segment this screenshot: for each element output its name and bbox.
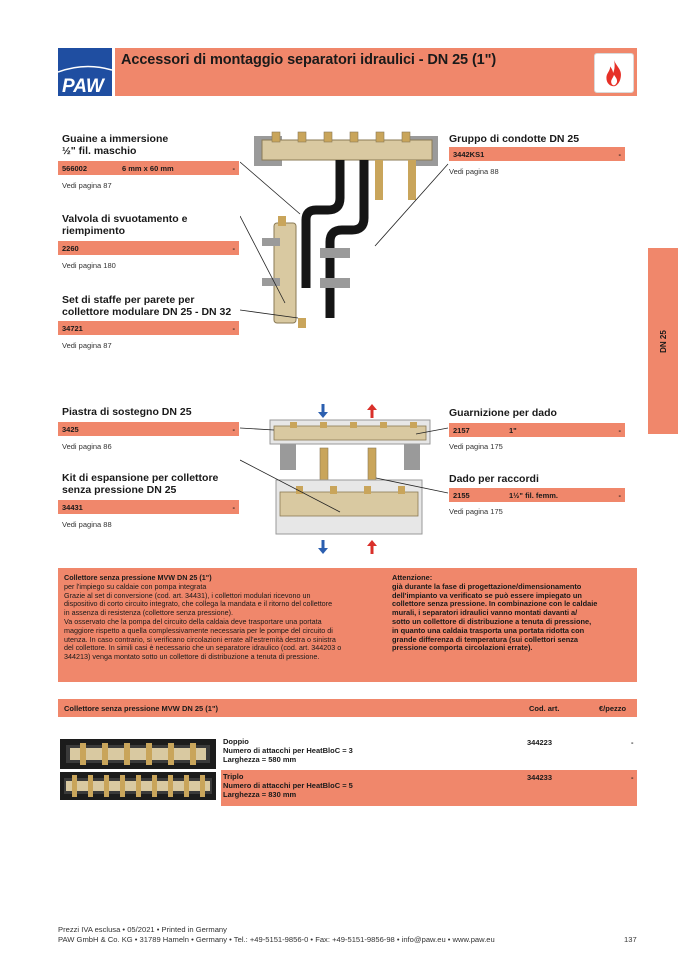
manifold-pipe-assembly-image [240,128,450,338]
article-price: - [232,243,235,253]
article-desc: 1½" fil. femm. [509,490,558,500]
article-desc: 1" [509,425,517,435]
row-name: Doppio [223,737,249,746]
article-code: 34431 [62,502,83,512]
article-code: 2155 [453,490,470,500]
acc-title: Kit di espansione per collettore senza pressione DN 25 [62,472,219,496]
article-desc: 6 mm x 60 mm [122,163,174,173]
code-bar [58,422,239,436]
table-row [221,770,637,806]
row-code: 344233 [527,773,553,782]
article-price: - [618,149,621,159]
footer-line-2: PAW GmbH & Co. KG • 31789 Hameln • Germany • Tel.: +49-5151-9856-0 • Fax: +49-5151-9856-98 • info@paw.eu • www.paw.eu [58,935,495,944]
acc-title: Set di staffe per parete per collettore modulare DN 25 - DN 32 [62,294,232,318]
column-code: Cod. art. [529,704,560,713]
article-code: 34721 [62,323,83,333]
table-title: Collettore senza pressione MVW DN 25 (1") [64,704,219,713]
row-width: Larghezza = 830 mm [223,789,297,799]
article-price: - [618,425,621,435]
acc-title: Piastra di sostegno DN 25 [62,406,192,418]
acc-title: Guaine a immersione ½" fil. maschio [62,133,169,157]
footer-line-1: Prezzi IVA esclusa • 05/2021 • Printed in Germany [58,925,227,934]
article-price: - [232,163,235,173]
article-code: 2260 [62,243,79,253]
table-row [221,735,637,769]
code-bar [58,500,239,514]
info-warning: Attenzione: già durante la fase di progettazione/dimensionamento dell'impianto va verificato se può essere impiegato un collettore senza pressione. In combinazione con le caldaie murali, i separatori idraulici vanno montati davanti a/ sotto un collettore di distribuzione a tenuta di pressione, in quanto una caldaia trasporta una portata ridotta con grande differenza di temperatura (sui collettori senza pressione comporta circolazioni errate). [392,573,598,653]
see-page-link[interactable]: Vedi pagina 175 [449,507,503,516]
info-description: Collettore senza pressione MVW DN 25 (1") per l'impiego su caldaie con pompa integrata Grazie al set di conversione (cod. art. 34431), i collettori modulari ricevono un dispositivo di corto circuito integrato, che collega la mandata e il ritorno del collettore in assenza di resistenza (collettore senza pressione). Va osservato che la pompa del circuito della caldaia deve trasportare una portata maggiore rispetto a quella complessivamente necessaria per le pompe del circuito di utenza. In caso contrario, si verificano circolazioni errate all'estremità destra o sinistra del collettore. In simili casi è necessario che un separatore idraulico (cod. art. 344203 o 344213) venga montato sotto un collettore di distribuzione a tenuta di pressione. [64,573,342,662]
see-page-link[interactable]: Vedi pagina 88 [62,520,112,529]
row-connections: Numero di attacchi per HeatBloC = 3 [223,745,353,755]
article-price: - [232,323,235,333]
product-image-triplo [60,772,216,800]
article-code: 2157 [453,425,470,435]
side-tab-label: DN 25 [658,329,668,353]
flame-icon [594,53,634,93]
paw-logo [58,48,112,96]
acc-title: Guarnizione per dado [449,407,557,419]
see-page-link[interactable]: Vedi pagina 180 [62,261,116,270]
acc-title: Gruppo di condotte DN 25 [449,133,580,145]
article-price: - [618,490,621,500]
row-connections: Numero di attacchi per HeatBloC = 5 [223,780,353,790]
code-bar [449,488,625,502]
page-number: 137 [624,935,637,944]
see-page-link[interactable]: Vedi pagina 87 [62,181,112,190]
footer [58,925,495,945]
table-header [58,699,637,717]
acc-title: Dado per raccordi [449,473,539,485]
article-price: - [232,502,235,512]
article-code: 3425 [62,424,79,434]
article-price: - [232,424,235,434]
see-page-link[interactable]: Vedi pagina 175 [449,442,503,451]
code-bar [449,423,625,437]
code-bar [58,321,239,335]
row-width: Larghezza = 580 mm [223,754,297,764]
page-title: Accessori di montaggio separatori idraulici - DN 25 (1") [121,52,497,68]
logo-text: PAW [62,76,104,96]
row-price: - [631,738,634,747]
see-page-link[interactable]: Vedi pagina 86 [62,442,112,451]
see-page-link[interactable]: Vedi pagina 88 [449,167,499,176]
see-page-link[interactable]: Vedi pagina 87 [62,341,112,350]
code-bar [58,241,239,255]
code-bar [449,147,625,161]
code-bar [58,161,239,175]
row-price: - [631,773,634,782]
article-code: 3442KS1 [453,149,485,159]
row-code: 344223 [527,738,553,747]
column-price: €/pezzo [599,704,627,713]
product-image-doppio [60,739,216,769]
acc-title: Valvola di svuotamento e riempimento [62,213,188,237]
article-code: 566002 [62,163,88,173]
row-name: Triplo [223,772,244,781]
pressureless-manifold-image [240,400,450,558]
